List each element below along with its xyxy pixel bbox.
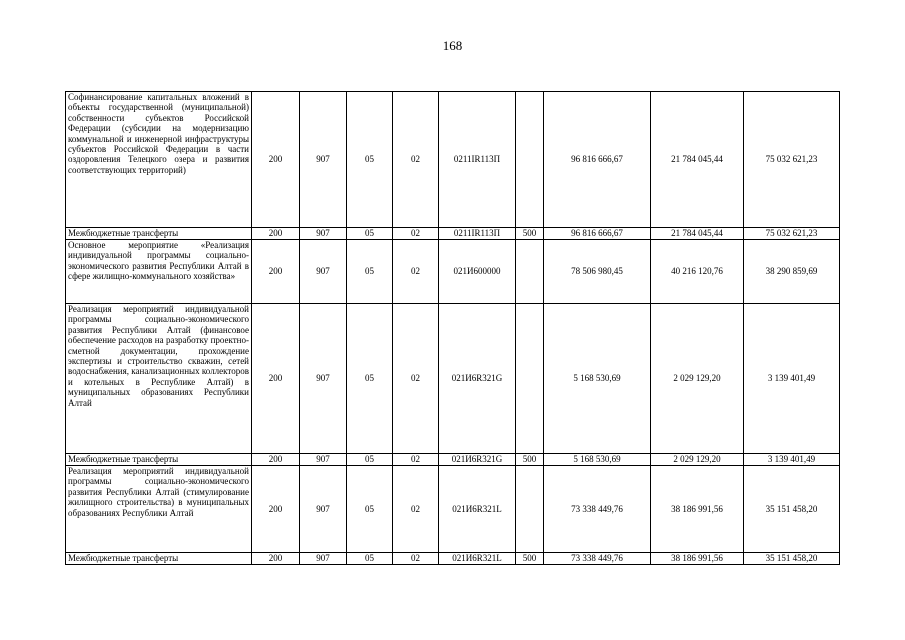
table-row: [66, 228, 840, 240]
cell-amount-3: 35 151 458,20: [744, 553, 840, 565]
cell-code: 200: [252, 304, 300, 454]
cell-amount-3: 3 139 401,49: [744, 304, 840, 454]
cell-ministry: 907: [300, 454, 347, 466]
budget-table: [65, 91, 840, 565]
row-name: Реализация мероприятий индивидуальной программы социально-экономического развития Республики Алтай (финансовое обеспечение расходов на разработку проектно-сметной документации, прохождение экспертизы и строительство скважин, сетей водоснабжения, канализационных коллекторов и котельных в Республике Алтай) в муниципальных образованиях Республики Алтай: [66, 304, 252, 454]
cell-code: 200: [252, 466, 300, 553]
cell-section: 05: [347, 466, 393, 553]
cell-amount-3: 3 139 401,49: [744, 454, 840, 466]
row-name: Межбюджетные трансферты: [66, 553, 252, 565]
cell-target: 021И6R321G: [439, 454, 516, 466]
cell-section: 05: [347, 304, 393, 454]
cell-section: 05: [347, 553, 393, 565]
cell-amount-1: 73 338 449,76: [544, 553, 651, 565]
cell-amount-3: 75 032 621,23: [744, 92, 840, 228]
cell-section: 05: [347, 228, 393, 240]
row-name: Основное мероприятие «Реализация индивидуальной программы социально-экономического развития Республики Алтай в сфере жилищно-коммунального хозяйства»: [66, 240, 252, 304]
cell-code: 200: [252, 454, 300, 466]
cell-target: 021И6R321L: [439, 466, 516, 553]
cell-ministry: 907: [300, 466, 347, 553]
cell-amount-1: 96 816 666,67: [544, 92, 651, 228]
cell-subsection: 02: [393, 454, 439, 466]
cell-ministry: 907: [300, 553, 347, 565]
row-name: Софинансирование капитальных вложений в объекты государственной (муниципальной) собственности субъектов Российской Федерации (субсидии на модернизацию коммунальной и инженерной инфраструктуры субъектов Российской Федерации в части оздоровления Телецкого озера и развития соответствующих территорий): [66, 92, 252, 228]
cell-subsection: 02: [393, 92, 439, 228]
cell-target: 021И6R321G: [439, 304, 516, 454]
cell-amount-2: 38 186 991,56: [651, 553, 744, 565]
cell-amount-3: 38 290 859,69: [744, 240, 840, 304]
cell-amount-1: 78 506 980,45: [544, 240, 651, 304]
cell-expense-type: 500: [516, 454, 544, 466]
cell-code: 200: [252, 228, 300, 240]
cell-ministry: 907: [300, 304, 347, 454]
table-row: [66, 466, 840, 553]
page-number: 168: [442, 38, 463, 53]
cell-amount-3: 75 032 621,23: [744, 228, 840, 240]
table-row: [66, 304, 840, 454]
cell-section: 05: [347, 454, 393, 466]
cell-subsection: 02: [393, 553, 439, 565]
cell-amount-1: 5 168 530,69: [544, 304, 651, 454]
cell-target: 0211IR113П: [439, 92, 516, 228]
cell-expense-type: [516, 466, 544, 553]
cell-amount-2: 2 029 129,20: [651, 454, 744, 466]
cell-amount-2: 2 029 129,20: [651, 304, 744, 454]
cell-amount-2: 21 784 045,44: [651, 228, 744, 240]
cell-code: 200: [252, 92, 300, 228]
cell-target: 021И600000: [439, 240, 516, 304]
cell-expense-type: 500: [516, 553, 544, 565]
cell-ministry: 907: [300, 228, 347, 240]
cell-target: 0211IR113П: [439, 228, 516, 240]
cell-ministry: 907: [300, 92, 347, 228]
table-row: [66, 240, 840, 304]
row-name: Межбюджетные трансферты: [66, 454, 252, 466]
cell-expense-type: [516, 304, 544, 454]
cell-amount-1: 5 168 530,69: [544, 454, 651, 466]
cell-subsection: 02: [393, 466, 439, 553]
cell-subsection: 02: [393, 304, 439, 454]
table-row: [66, 92, 840, 228]
cell-amount-1: 73 338 449,76: [544, 466, 651, 553]
row-name: Межбюджетные трансферты: [66, 228, 252, 240]
table-row: [66, 553, 840, 565]
table-row: [66, 454, 840, 466]
cell-amount-3: 35 151 458,20: [744, 466, 840, 553]
cell-amount-1: 96 816 666,67: [544, 228, 651, 240]
row-name: Реализация мероприятий индивидуальной программы социально-экономического развития Республики Алтай (стимулирование жилищного строительства) в муниципальных образованиях Республики Алтай: [66, 466, 252, 553]
cell-code: 200: [252, 553, 300, 565]
cell-target: 021И6R321L: [439, 553, 516, 565]
cell-subsection: 02: [393, 228, 439, 240]
cell-amount-2: 21 784 045,44: [651, 92, 744, 228]
cell-expense-type: [516, 92, 544, 228]
cell-amount-2: 38 186 991,56: [651, 466, 744, 553]
cell-section: 05: [347, 240, 393, 304]
cell-ministry: 907: [300, 240, 347, 304]
cell-section: 05: [347, 92, 393, 228]
cell-expense-type: [516, 240, 544, 304]
cell-subsection: 02: [393, 240, 439, 304]
cell-expense-type: 500: [516, 228, 544, 240]
cell-amount-2: 40 216 120,76: [651, 240, 744, 304]
cell-code: 200: [252, 240, 300, 304]
